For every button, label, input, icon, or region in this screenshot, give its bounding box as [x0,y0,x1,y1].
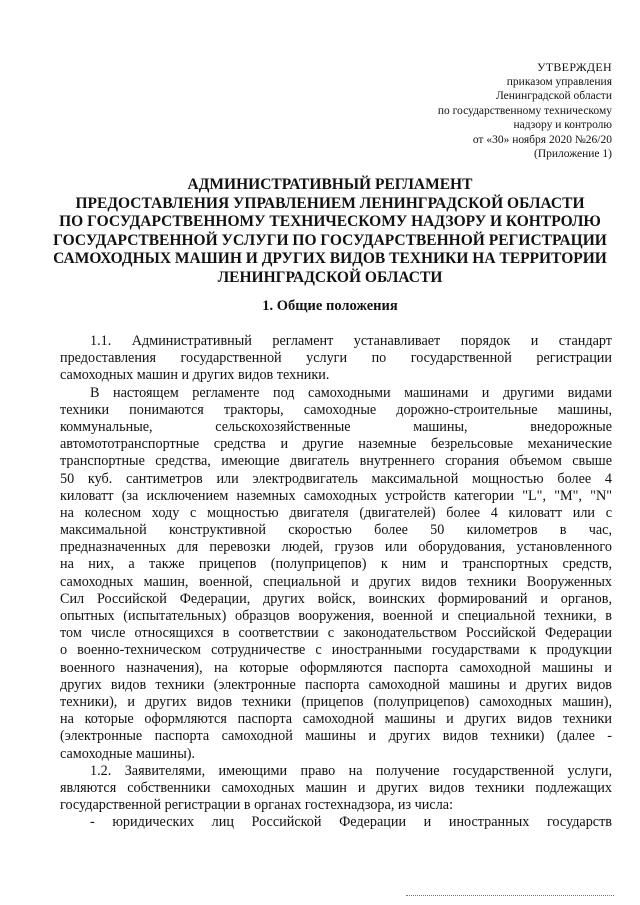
approval-date: от «30» ноября 2020 №26/20 [472,133,612,146]
paragraph-line: техники понимаются тракторы, самоходные дорожно-строительные машины, [60,401,612,418]
paragraph-line: опытных (испытательных) образцов вооружения, военной и специальной техники, в [60,608,612,624]
regulation-body [60,333,612,831]
paragraph-line: на них, а также прицепов (полуприцепов) к ним и транспортных средств, [60,556,612,573]
paragraph-line: автомототранспортные средства и другие наземные безрельсовые механические [60,436,612,453]
approval-line: Ленинградской области [495,90,612,102]
paragraph-line: на которые оформляются паспорта самоходной машины и других видов техники [60,711,612,728]
paragraph-line: 1.2. Заявителями, имеющими право на получение государственной услуги, [90,762,612,779]
paragraph-line: о военно-техническом сотрудничестве с иностранными государствами к продукции [60,642,612,659]
paragraph-line: максимальной конструктивной скоростью более 50 километров в час, [60,522,612,539]
title-line: ПРЕДОСТАВЛЕНИЯ УПРАВЛЕНИЕМ ЛЕНИНГРАДСКОЙ ОБЛАСТИ [75,194,585,212]
paragraph-line: коммунальные, сельскохозяйственные машины, внедорожные [60,418,612,435]
paragraph-line: на колесном ходу с мощностью двигателя (двигателей) более 4 киловатт или с [60,504,612,521]
paragraph-line: техники), и других видов техники (прицепов (полуприцепов) самоходных машин), [60,693,612,710]
paragraph-line: военного назначения), на которые оформляются паспорта самоходной машины и [60,659,612,676]
approval-line: по государственному техническому [437,104,612,117]
title-line: ПО ГОСУДАРСТВЕННОМУ ТЕХНИЧЕСКОМУ НАДЗОРУ И КОНТРОЛЮ [59,213,601,231]
approval-line: приказом управления [506,75,612,88]
title-line: САМОХОДНЫХ МАШИН И ДРУГИХ ВИДОВ ТЕХНИКИ НА ТЕРРИТОРИИ [53,250,607,268]
paragraph-line: государственной регистрации в органах гостехнадзора, из числа: [60,797,454,814]
approval-line: надзору и контролю [513,119,612,131]
paragraph-line: киловатт (за исключением наземных самоходных устройств категории "L", "M", "N" [60,487,612,504]
paragraph-line: предназначенных для перевозки людей, грузов или оборудования, установленного [60,539,612,556]
paragraph-line: 1.1. Административный регламент устанавливает порядок и стандарт [90,333,612,349]
title-line: ЛЕНИНГРАДСКОЙ ОБЛАСТИ [217,268,443,286]
title-line: АДМИНИСТРАТИВНЫЙ РЕГЛАМЕНТ [187,176,473,193]
paragraph-line: являются собственники самоходных машин и других видов техники подлежащих [60,779,612,796]
paragraph-line: В настоящем регламенте под самоходными машинами и другими видами [90,384,612,401]
page-bottom-rule [406,895,614,896]
paragraph-line: предоставления государственной услуги по государственной регистрации [60,350,612,367]
approval-appendix: (Приложение 1) [533,148,612,160]
paragraph-line: самоходных машин, военной, специальной и других видов техники Вооруженных [60,573,612,590]
approval-stamp [352,60,612,162]
paragraph-line: транспортные средства, имеющие двигатель внутреннего сгорания объемом свыше [60,453,612,470]
paragraph-line: Сил Российской Федерации, других войск, воинских формирований и органов, [60,590,612,607]
paragraph-line: других видов техники (электронные паспорта самоходной машины и других видов [60,676,612,693]
paragraph-line: том числе относящихся в соответствии с законодательством Российской Федерации [60,625,612,642]
paragraph-line: 50 куб. сантиметров или электродвигатель максимальной мощностью более 4 [60,470,612,487]
approval-heading: УТВЕРЖДЕН [536,60,612,74]
title-line: ГОСУДАРСТВЕННОЙ УСЛУГИ ПО ГОСУДАРСТВЕННОЙ РЕГИСТРАЦИИ [53,231,607,249]
list-item-line: - юридических лиц Российской Федерации и иностранных государств [90,814,612,831]
paragraph-line: (электронные паспорта самоходной машины и других видов техники) (далее - [60,728,612,745]
paragraph-line: самоходных машин и других видов техники. [60,367,330,384]
section-heading: 1. Общие положения [262,298,398,314]
document-title [50,176,610,288]
paragraph-line: самоходные машины). [60,745,196,762]
